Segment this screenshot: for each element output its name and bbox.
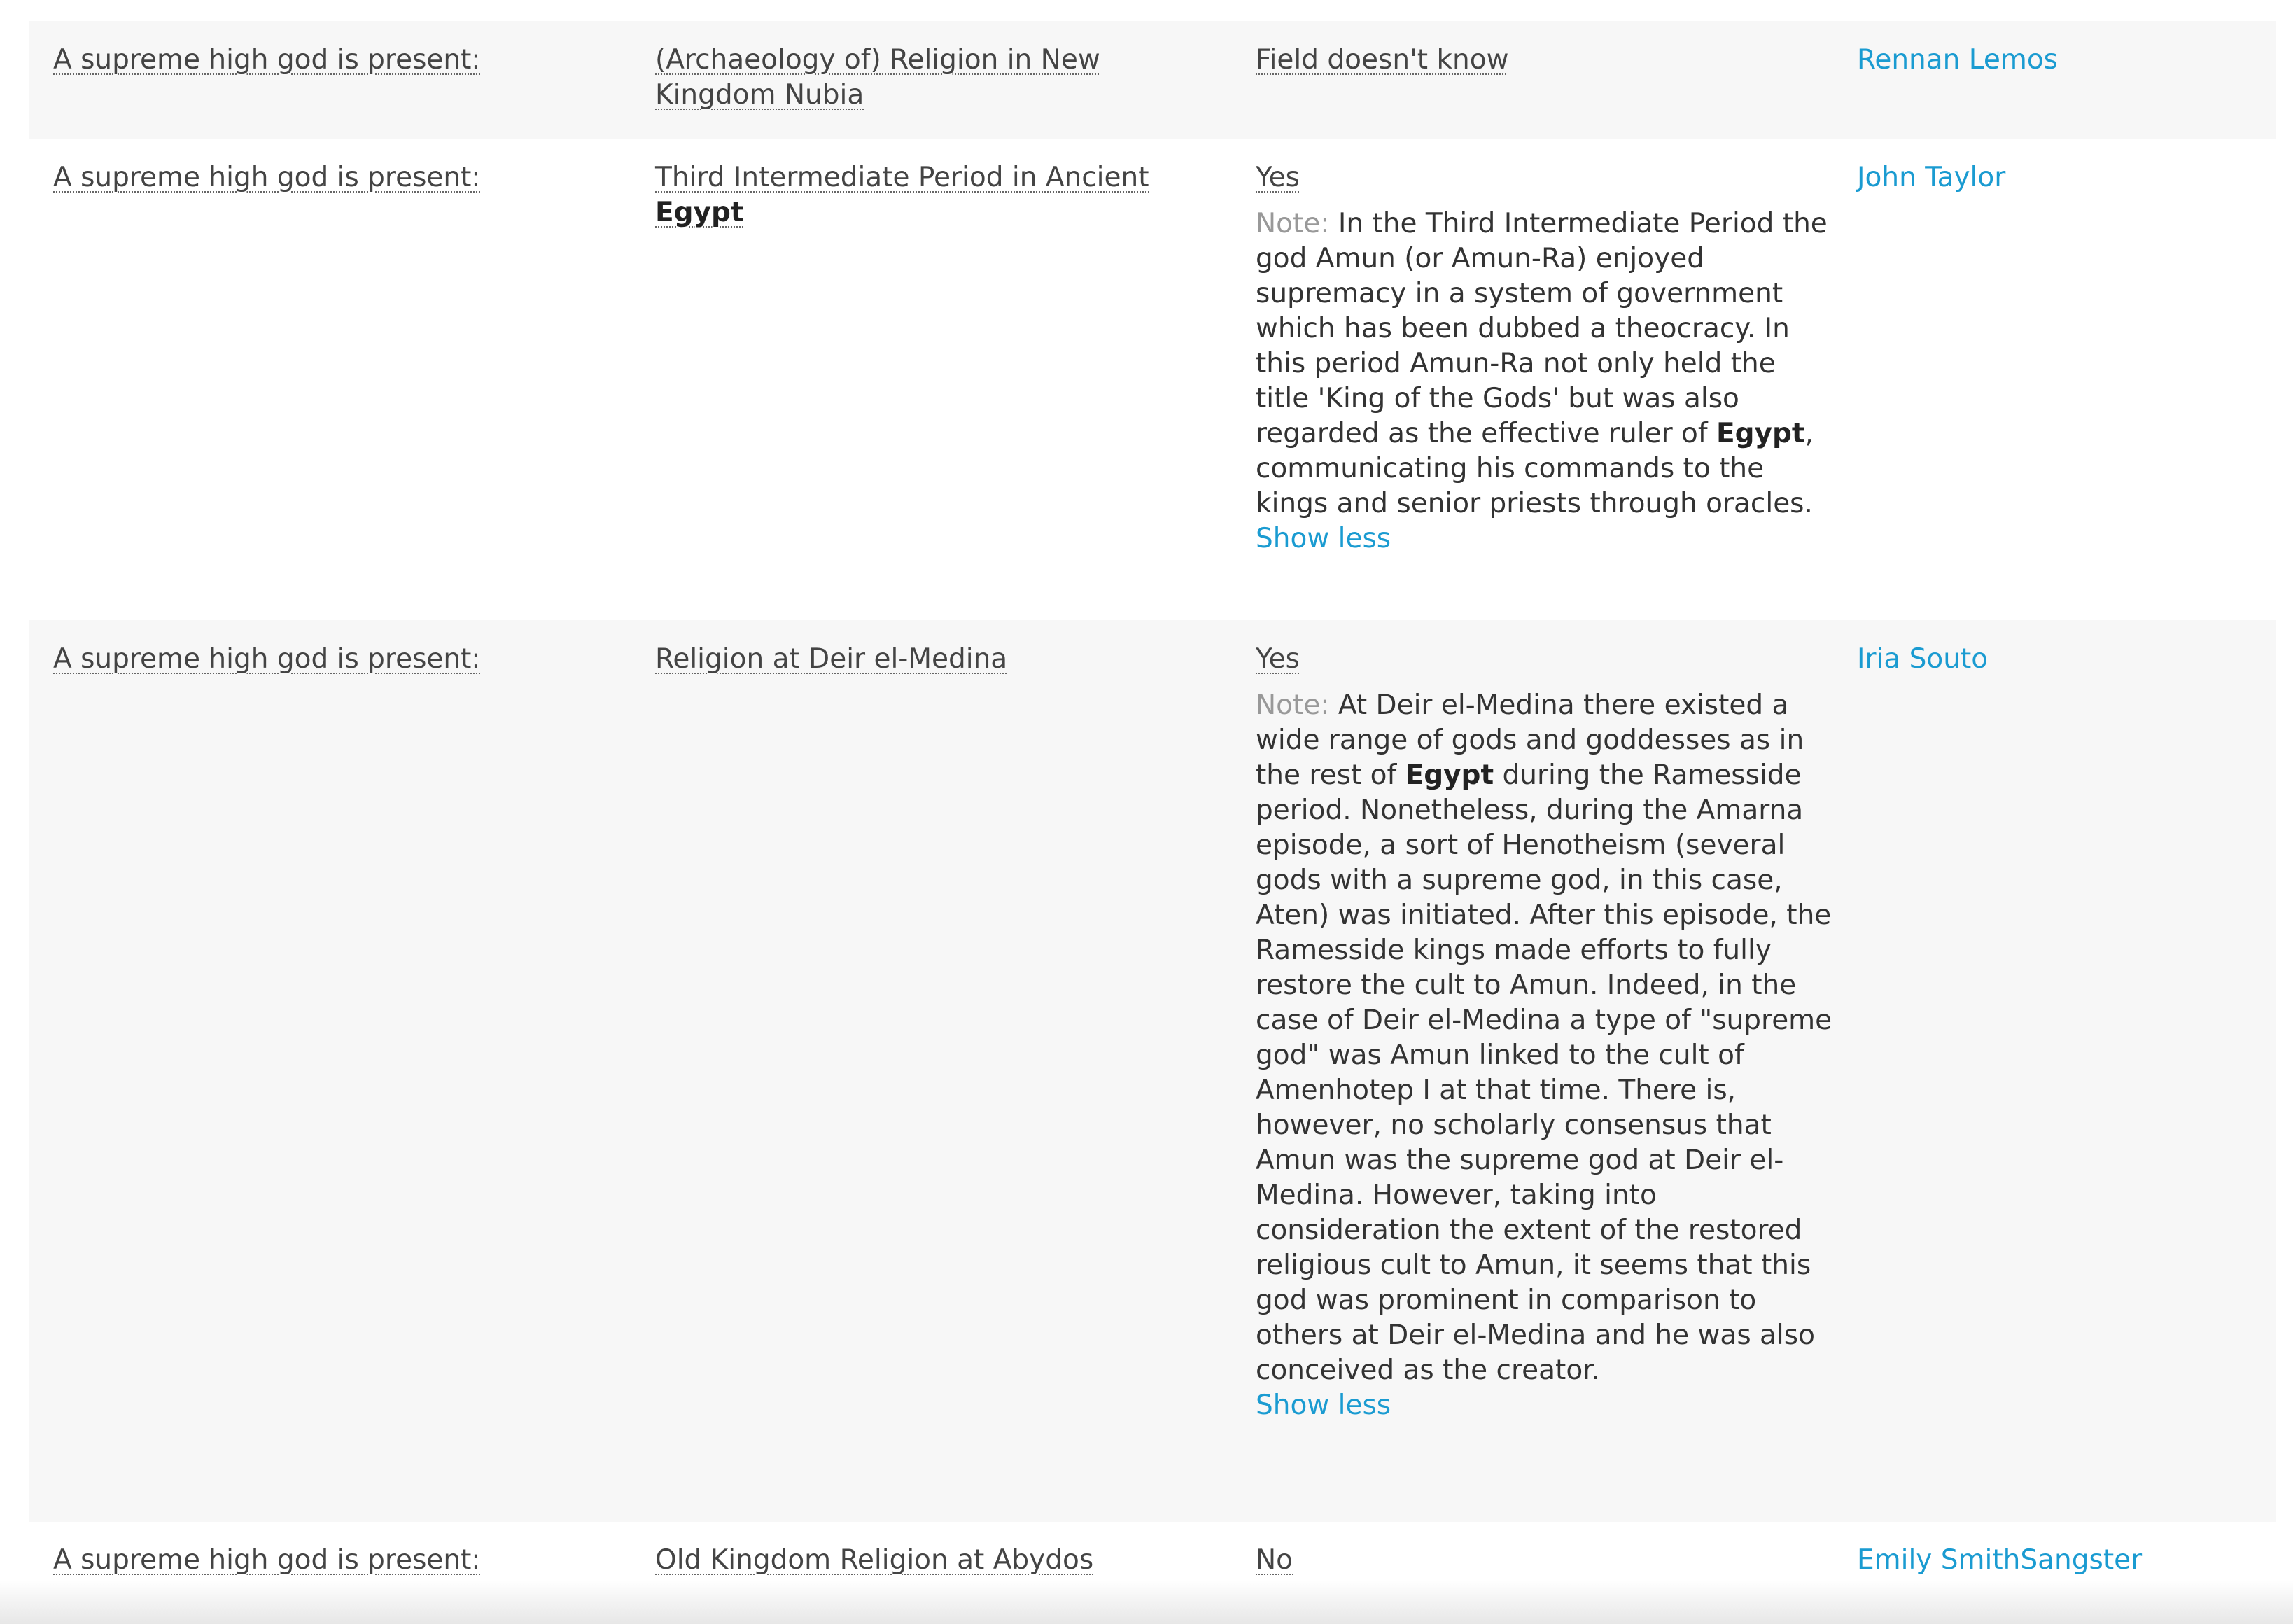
author-cell bbox=[1857, 642, 2263, 677]
note-label: Note: bbox=[1256, 208, 1330, 239]
author-link[interactable]: Emily SmithSangster bbox=[1857, 1544, 2143, 1576]
entry-highlight: Egypt bbox=[655, 197, 744, 228]
entry-cell bbox=[655, 160, 1187, 230]
entry-link[interactable] bbox=[655, 162, 1149, 228]
entry-link[interactable]: (Archaeology of) Religion in New Kingdom Nubia bbox=[655, 44, 1100, 111]
entry-link[interactable]: Religion at Deir el-Medina bbox=[655, 643, 1008, 675]
answer-note bbox=[1256, 688, 1837, 1388]
note-text: At Deir el-Medina there existed a wide range of gods and goddesses as in the rest of bbox=[1256, 690, 1804, 791]
entry-link[interactable]: Old Kingdom Religion at Abydos bbox=[655, 1544, 1094, 1576]
author-cell bbox=[1857, 160, 2263, 195]
note-highlight: Egypt bbox=[1716, 418, 1805, 449]
table-row bbox=[29, 21, 2276, 139]
entry-cell bbox=[655, 642, 1187, 677]
answer-cell bbox=[1256, 43, 1837, 78]
show-less-link[interactable]: Show less bbox=[1256, 1390, 1391, 1421]
question-link[interactable]: A supreme high god is present: bbox=[53, 1544, 481, 1576]
author-link[interactable]: Iria Souto bbox=[1857, 643, 1989, 675]
answer-value[interactable]: Yes bbox=[1256, 643, 1300, 675]
entry-cell bbox=[655, 43, 1187, 113]
entry-cell bbox=[655, 1543, 1187, 1578]
question-link[interactable]: A supreme high god is present: bbox=[53, 44, 481, 76]
author-cell bbox=[1857, 1543, 2263, 1578]
table-row bbox=[29, 139, 2276, 620]
question-cell bbox=[53, 160, 599, 195]
question-cell bbox=[53, 43, 599, 78]
answer-cell bbox=[1256, 1543, 1837, 1578]
question-link[interactable]: A supreme high god is present: bbox=[53, 162, 481, 193]
results-table bbox=[29, 21, 2276, 1620]
question-cell bbox=[53, 642, 599, 677]
scroll-fade bbox=[0, 1581, 2293, 1624]
answer-note bbox=[1256, 206, 1837, 522]
entry-text: Third Intermediate Period in Ancient bbox=[655, 162, 1149, 193]
note-label: Note: bbox=[1256, 690, 1330, 721]
note-text: In the Third Intermediate Period the god Amun (or Amun-Ra) enjoyed supremacy in a system of government which has been dubbed a theocracy. In this period Amun-Ra not only held the title 'King of the Gods' but was also regarded as the effective ruler of bbox=[1256, 208, 1828, 449]
answer-value[interactable]: Field doesn't know bbox=[1256, 44, 1509, 76]
answer-cell bbox=[1256, 642, 1837, 1423]
answer-value[interactable]: Yes bbox=[1256, 162, 1300, 193]
show-less-link[interactable]: Show less bbox=[1256, 523, 1391, 554]
answer-value[interactable]: No bbox=[1256, 1544, 1293, 1576]
author-link[interactable]: Rennan Lemos bbox=[1857, 44, 2058, 76]
question-link[interactable]: A supreme high god is present: bbox=[53, 643, 481, 675]
author-link[interactable]: John Taylor bbox=[1857, 162, 2006, 193]
note-text-continued: , communicating his commands to the kings and senior priests through oracles. bbox=[1256, 418, 1814, 519]
answer-cell bbox=[1256, 160, 1837, 556]
question-cell bbox=[53, 1543, 599, 1578]
author-cell bbox=[1857, 43, 2263, 78]
note-text-continued: during the Ramesside period. Nonetheless, during the Amarna episode, a sort of Henotheism (several gods with a supreme god, in this case, Aten) was initiated. After this episode, the Ramesside kings made efforts to fully restore the cult to Amun. Indeed, in the case of Deir el-Medina a type of "supreme god" was Amun linked to the cult of Amenhotep I at that time. There is, however, no scholarly consensus that Amun was the supreme god at Deir el-Medina. However, taking into consideration the extent of the restored religious cult to Amun, it seems that this god was prominent in comparison to others at Deir el-Medina and he was also conceived as the creator. bbox=[1256, 760, 1832, 1386]
note-highlight: Egypt bbox=[1405, 760, 1494, 791]
table-row bbox=[29, 620, 2276, 1522]
